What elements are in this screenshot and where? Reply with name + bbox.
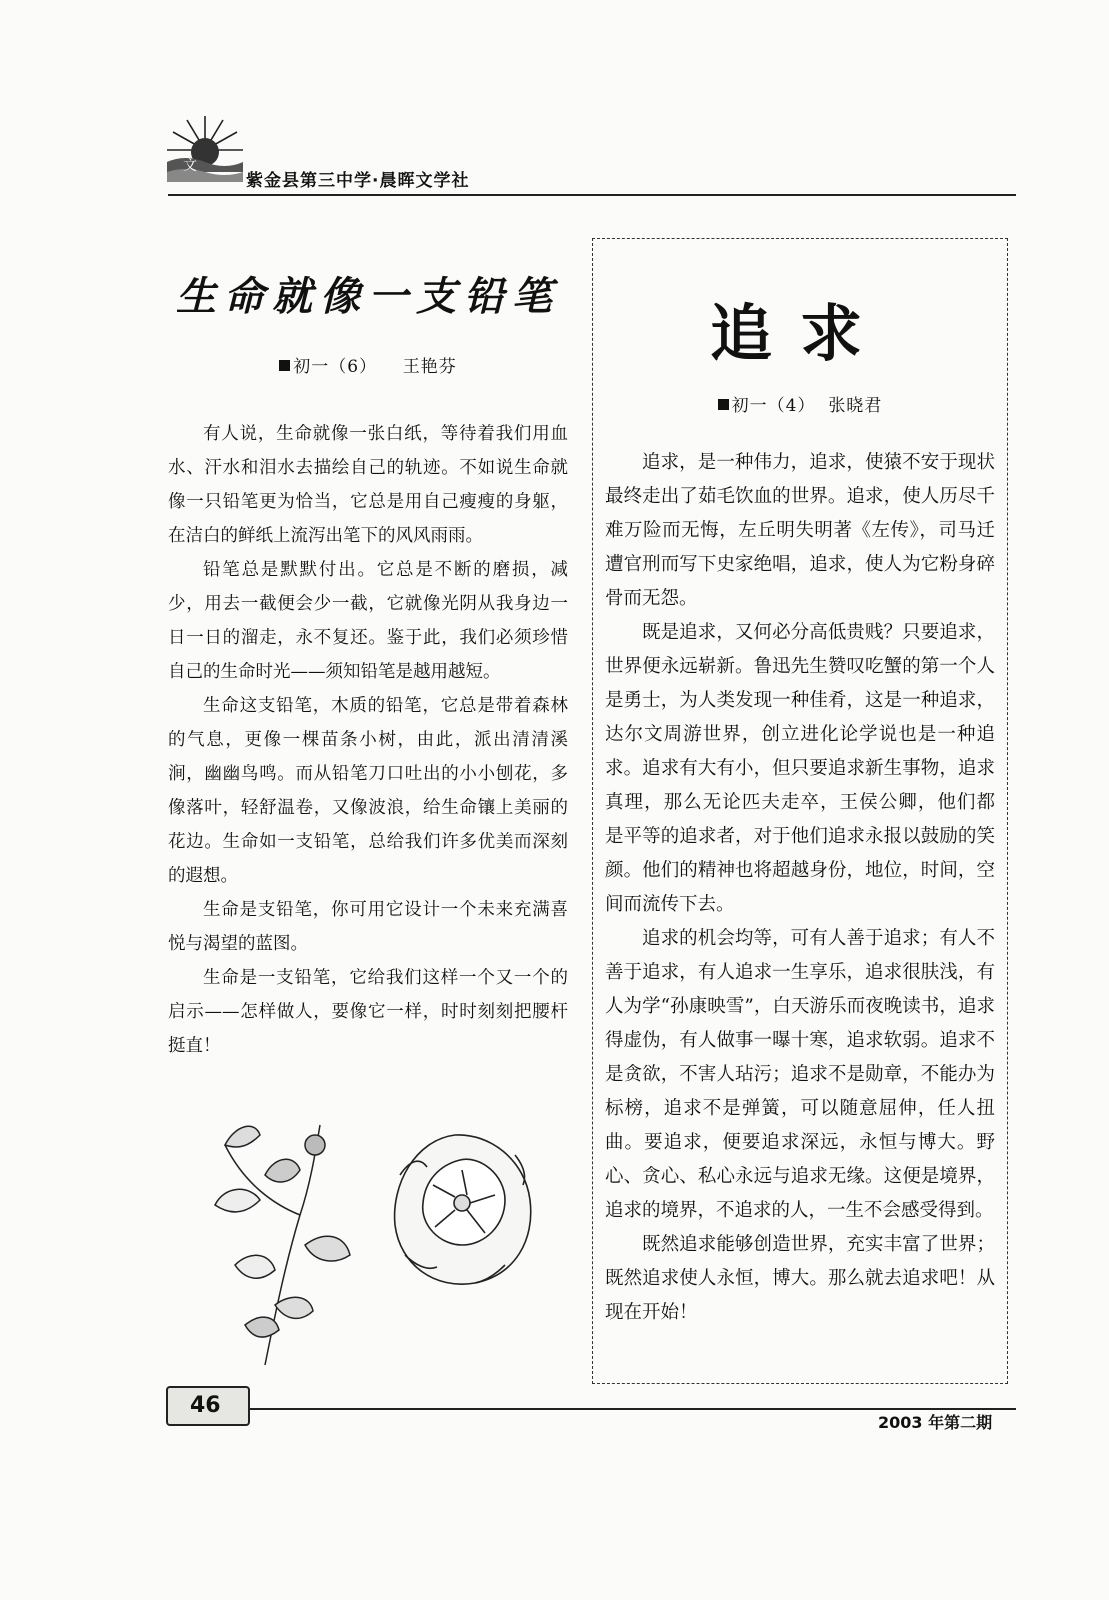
- byline-square-icon: [279, 360, 290, 371]
- svg-text:文: 文: [183, 158, 197, 174]
- paragraph: 有人说，生命就像一张白纸，等待着我们用血水、汗水和泪水去描绘自己的轨迹。不如说生命就像一只铅笔更为恰当，它总是用自己瘦瘦的身躯，在洁白的鲜纸上流泻出笔下的风风雨雨。: [168, 424, 568, 546]
- paragraph: 追求的机会均等，可有人善于追求；有人不善于追求，有人追求一生享乐，追求很肤浅，有人为学“孙康映雪”，白天游乐而夜晚读书，追求得虚伪，有人做事一曝十寒，追求软弱。追求不是贪欲，不害人玷污；追求不是勋章，不能办为标榜，追求不是弹簧，可以随意屈伸，任人扭曲。要追求，便要追求深远，永恒与博大。野心、贪心、私心永远与追求无缘。这便是境界，追求的境界，不追求的人，一生不会感受得到。: [605, 928, 995, 1221]
- header-title: 紫金县第三中学·晨晖文学社: [246, 171, 470, 191]
- paragraph: 既然追求能够创造世界，充实丰富了世界；既然追求使人永恒，博大。那么就去追求吧！从现在开始！: [605, 1234, 995, 1323]
- byline-square-icon: [718, 399, 729, 410]
- paragraph: 追求，是一种伟力，追求，使猿不安于现状最终走出了茹毛饮血的世界。追求，使人历尽千难万险而无悔，左丘明失明著《左传》，司马迁遭官刑而写下史家绝唱，追求，使人为它粉身碎骨而无怨。: [605, 452, 995, 609]
- paragraph: 既是追求，又何必分高低贵贱？只要追求，世界便永远崭新。鲁迅先生赞叹吃蟹的第一个人是勇士，为人类发现一种佳肴，这是一种追求，达尔文周游世界，创立进化论学说也是一种追求。追求有大有小，但只要追求新生事物，追求真理，那么无论匹夫走卒，王侯公卿，他们都 是平等的追求者，对于他们追求永报以鼓励的笑颜。他们的精神也将超越身份，地位，时间，空间而流传下去。: [605, 622, 995, 915]
- left-article-byline: [168, 352, 568, 377]
- sunrise-logo-icon: [165, 110, 245, 190]
- right-article-box: [592, 238, 1008, 1384]
- right-byline-class: 初一（4）: [731, 396, 816, 416]
- page-number: 46: [190, 1393, 221, 1418]
- left-article: [168, 255, 568, 1063]
- issue-label: 2003 年第二期: [878, 1413, 993, 1432]
- right-article-body: [605, 446, 995, 1330]
- right-byline-author: 张晓君: [828, 396, 883, 416]
- right-article-title: 追求: [709, 297, 890, 370]
- right-article-byline: [593, 391, 1007, 416]
- header-rule: [168, 194, 1016, 196]
- paragraph: 生命这支铅笔，木质的铅笔，它总是带着森林的气息，更像一棵苗条小树，由此，派出清清溪涧，幽幽鸟鸣。而从铅笔刀口吐出的小小刨花，多像落叶，轻舒温卷，又像波浪，给生命镶上美丽的花边。生命如一支铅笔，总给我们许多优美而深刻的遐想。: [168, 696, 568, 886]
- left-byline-class: 初一（6）: [293, 357, 378, 377]
- paragraph: 铅笔总是默默付出。它总是不断的磨损，减少，用去一截便会少一截，它就像光阴从我身边一日一日的溜走，永不复还。鉴于此，我们必须珍惜自己的生命时光——须知铅笔是越用越短。: [168, 560, 568, 682]
- left-article-body: [168, 417, 568, 1063]
- left-byline-author: 王艳芬: [402, 357, 457, 377]
- paragraph: 生命是支铅笔，你可用它设计一个未来充满喜悦与渴望的蓝图。: [168, 900, 568, 954]
- left-article-title: 生命就像一支铅笔: [176, 273, 560, 320]
- paragraph: 生命是一支铅笔，它给我们这样一个又一个的启示——怎样做人，要像它一样，时时刻刻把腰杆挺直！: [168, 968, 568, 1056]
- flower-illustration-icon: [205, 1115, 545, 1365]
